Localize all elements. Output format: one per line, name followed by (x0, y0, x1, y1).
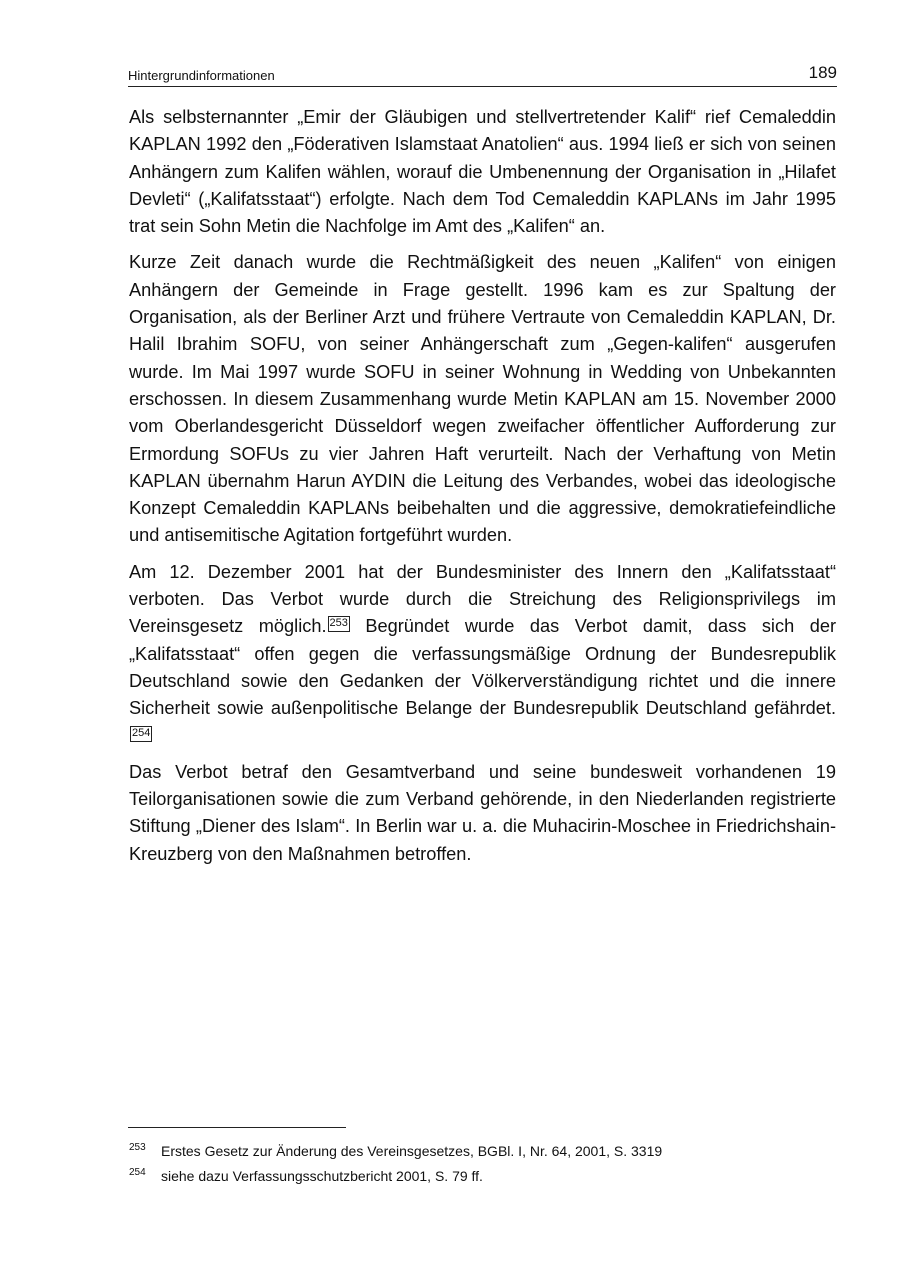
footnote-text: siehe dazu Verfassungsschutzbericht 2001, S. 79 ff. (161, 1168, 483, 1184)
footnote-254 (129, 1166, 836, 1191)
running-head: Hintergrundinformationen (128, 68, 275, 83)
footnote-text: Erstes Gesetz zur Änderung des Vereinsgesetzes, BGBl. I, Nr. 64, 2001, S. 3319 (161, 1143, 663, 1159)
paragraph-3-text-b: Begründet wurde das Verbot damit, dass sich der „Kalifatsstaat“ offen gegen die verfassungsmäßige Ordnung der Bundesrepublik Deutschland sowie den Gedanken der Völkerverständigung richtet und die innere Sicherheit sowie außenpolitische Belange der Bundesrepublik Deutschland gefährdet. (129, 616, 836, 719)
paragraph-1: Als selbsternannter „Emir der Gläubigen und stellvertretender Kalif“ rief Cemaleddin KAPLAN 1992 den „Föderativen Islamstaat Anatolien“ aus. 1994 ließ er sich von seinen Anhängern zum Kalifen wählen, worauf die Umbenennung der Organisation in „Hilafet Devleti“ („Kalifatsstaat“) erfolgte. Nach dem Tod Cemaleddin KAPLANs im Jahr 1995 trat sein Sohn Metin die Nachfolge im Amt des „Kalifen“ an. (129, 107, 836, 237)
paragraph-2: Kurze Zeit danach wurde die Rechtmäßigkeit des neuen „Kalifen“ von einigen Anhängern der Gemeinde in Frage gestellt. 1996 kam es zur Spaltung der Organisation, als der Berliner Arzt und frühere Vertraute von Cemaleddin KAPLAN, Dr. Halil Ibrahim SOFU, von seiner Anhängerschaft zum „Gegen-kalifen“ ausgerufen wurde. Im Mai 1997 wurde SOFU in seiner Wohnung in Wedding von Unbekannten erschossen. In diesem Zusammenhang wurde Metin KAPLAN am 15. November 2000 vom Oberlandesgericht Düsseldorf wegen zweifacher öffentlicher Aufforderung zur Ermordung SOFUs zu vier Jahren Haft verurteilt. Nach der Verhaftung von Metin KAPLAN übernahm Harun AYDIN die Leitung des Verbandes, wobei das ideologische Konzept Cemaleddin KAPLANs beibehalten und die aggressive, demokratiefeindliche und antisemitische Agitation fortgeführt wurden. (129, 252, 836, 546)
footnote-number: 253 (129, 1142, 146, 1153)
paragraph-4: Das Verbot betraf den Gesamtverband und seine bundesweit vorhandenen 19 Teilorganisationen sowie die zum Verband gehörende, in den Niederlanden registrierte Stiftung „Diener des Islam“. In Berlin war u. a. die Muhacirin-Moschee in Friedrichshain-Kreuzberg von den Maßnahmen betroffen. (129, 761, 836, 864)
page-number: 189 (808, 63, 837, 82)
footnotes (129, 1141, 836, 1191)
body-text (129, 104, 836, 877)
paragraph-3 (129, 559, 836, 750)
footnote-number: 254 (129, 1167, 146, 1178)
page-header (128, 62, 837, 87)
footnote-253 (129, 1141, 836, 1166)
footnote-separator (128, 1127, 346, 1128)
footnote-reference-254[interactable]: 254 (130, 726, 152, 742)
footnote-reference-253[interactable]: 253 (328, 616, 350, 632)
paragraph-3-text-a: Am 12. Dezember 2001 hat der Bundesminister des Innern den „Kalifatsstaat“ verboten. Das Verbot wurde durch die Streichung des Religionsprivilegs im Vereinsgesetz möglich. (129, 561, 836, 637)
